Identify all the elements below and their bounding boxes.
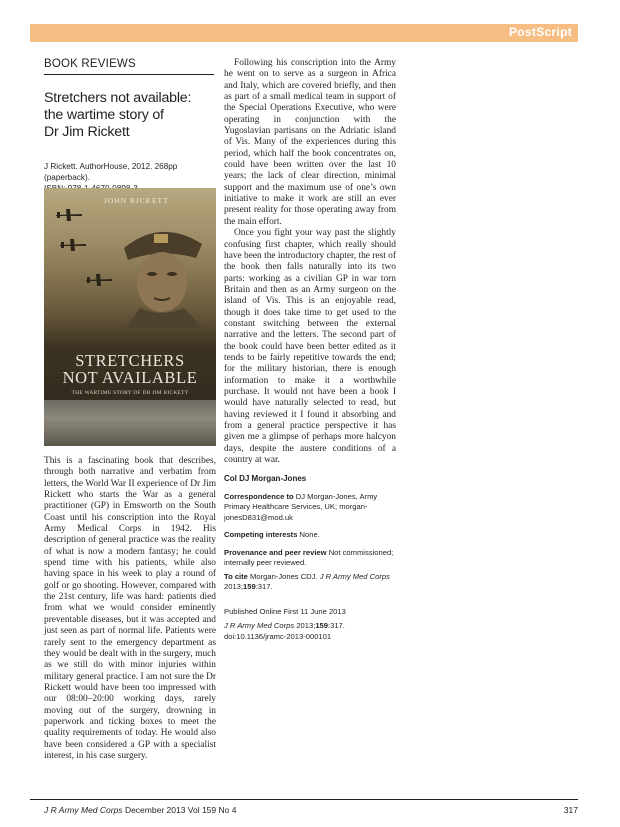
cite-journal: J R Army Med Corps	[319, 571, 390, 581]
book-cover-image	[44, 188, 216, 446]
cite-year: 2013;	[224, 582, 244, 592]
footer-issue: December 2013 Vol 159 No 4	[124, 805, 237, 815]
spitfire-plane-icon	[84, 273, 114, 287]
cite-volume: 159	[243, 582, 256, 592]
competing-interests	[224, 530, 396, 541]
journal-reference	[224, 621, 396, 632]
review-title	[44, 90, 214, 141]
cite-pages: :317.	[255, 582, 273, 592]
cite-prefix: Morgan-Jones CDJ.	[250, 571, 318, 581]
article-metadata	[224, 474, 396, 642]
left-header-column	[44, 58, 214, 194]
correspondence-label: Correspondence to	[224, 491, 294, 501]
published-online: Published Online First 11 June 2013	[224, 606, 346, 616]
doi: doi:10.1136/jramc-2013-000101	[224, 631, 332, 641]
journal-ref-pages: :317.	[328, 621, 345, 631]
banner-label: PostScript	[508, 25, 572, 39]
cover-author: JOHN RICKETT	[104, 196, 169, 205]
journal-ref-journal: J R Army Med Corps	[224, 621, 295, 631]
journal-ref-volume: 159	[315, 621, 328, 631]
footer-journal: J R Army Med Corps	[44, 805, 123, 815]
provenance-value: Not commissioned; internally peer reviewed.	[224, 547, 394, 568]
body-paragraph: This is a fascinating book that describes, through both narrative and verbatim from letters, the World War II experience of Dr Jim Rickett who starts the War as a general practitioner (GP) in Emsworth on the South Coast until his conscription into the Royal Army Medical Corps in 1942. His description of general practice was the reality of what is now a modern fantasy; he could spend time with his patients, while also having space in his week to play a round of golf or go shooting. However, compared with the 21st century, life was hard: patients died from what we would consider eminently preventable diseases, but it was accepted and just seen as part of normal life. Patients were rarely sent to the emergency department as they would be dealt with in the surgery, much as we still do with minor injuries within military general practice. I am not sure the Dr Rickett would have been too impressed with our 08:00–20:00 working days, rarely moving out of the surgery, drowning in paperwork and ticking boxes to meet the quality requirements of today. He would also have been considered a GP with a specialist interest, in his case surgery.	[44, 456, 216, 761]
postscript-banner	[30, 24, 578, 42]
cover-title	[44, 352, 216, 386]
review-title-line: Stretchers not available:	[44, 90, 192, 106]
footer-rule	[30, 799, 578, 800]
cover-subtitle: THE WARTIME STORY OF DR JIM RICKETT	[71, 390, 189, 396]
journal-ref-year: 2013;	[296, 621, 316, 631]
cite-label: To cite	[224, 571, 248, 581]
body-paragraph: Following his conscription into the Army he went on to serve as a surgeon in Africa and Italy, which are covered briefly, and then as part of a small medical team in support of the Special Operations Executive, who were operating in conjunction with the Yugoslavian partisans on the Adriatic island of Vis. Many of the experiences during this period, which half the book concentrates on, could have been written over the last 10 years; the lack of clear direction, minimal support and the maximum use of one’s own initiative to make it work are still an ever present reality for those operating away from the main effort.	[224, 58, 396, 227]
correspondence-value: DJ Morgan-Jones, Army Primary Healthcare Services, UK; morgan-jonesD831@mod.uk	[224, 491, 378, 522]
right-body-column	[224, 58, 396, 642]
to-cite	[224, 572, 396, 593]
provenance-label: Provenance and peer review	[224, 547, 327, 557]
competing-label: Competing interests	[224, 530, 298, 540]
spitfire-plane-icon	[54, 208, 84, 222]
officer-portrait	[116, 218, 206, 328]
spitfire-plane-icon	[58, 238, 88, 252]
provenance	[224, 548, 396, 569]
review-title-line: Dr Jim Rickett	[44, 124, 130, 140]
biblio-publisher: J Rickett. AuthorHouse, 2012. 268pp (paperback).	[44, 162, 178, 182]
reviewer-name: Col DJ Morgan-Jones	[224, 474, 307, 484]
footer-journal-info	[44, 805, 236, 815]
section-label: BOOK REVIEWS	[44, 58, 214, 75]
body-paragraph: Once you fight your way past the slightly confusing first chapter, which really should have been the introductory chapter, the rest of the book then falls naturally into its two parts: working as a civilian GP in war torn Britain and then as an Army surgeon on the island of Vis. This is an enjoyable read, though it does take time to get used to the constant switching between the external narrative and the letters. The second part of the book could have been better edited as it tends to be fairly repetitive towards the end; for the military historian, there is enough information to make it a worthwhile purchase. It would not have been a book I would have naturally selected to read, but having reviewed it I found it absorbing and from a general practice perspective it has given me a glimpse of perhaps more halcyon days, despite the austere conditions of a country at war.	[224, 228, 396, 466]
cover-title-line: STRETCHERS	[75, 351, 185, 370]
correspondence	[224, 492, 396, 524]
review-title-line: the wartime story of	[44, 107, 164, 123]
cover-title-line: NOT AVAILABLE	[62, 368, 198, 387]
page-number: 317	[563, 805, 578, 815]
competing-value: None.	[299, 530, 320, 540]
left-body-column	[44, 456, 216, 762]
cover-rubble-photo	[44, 400, 216, 446]
